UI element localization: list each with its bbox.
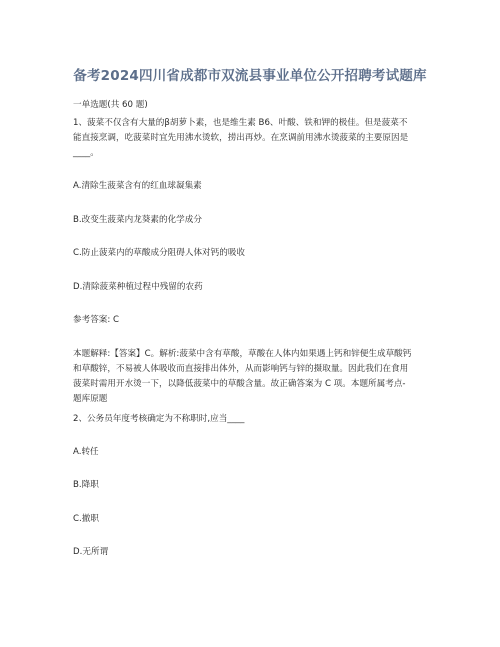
question-1-analysis-line-1: 本题解释:【答案】C。解析:菠菜中含有草酸，草酸在人体内如果遇上钙和锌便生成草酸钙 xyxy=(73,349,412,359)
question-1-answer: 参考答案: C xyxy=(73,315,120,325)
question-1-option-d: D.清除菠菜种植过程中残留的农药 xyxy=(73,282,203,292)
question-1-analysis-line-3: 菠菜时需用开水烫一下，以降低菠菜中的草酸含量。故正确答案为 C 项。本题所属考点- xyxy=(73,379,406,389)
question-1-analysis-line-4: 题库原题 xyxy=(73,394,108,404)
question-2-option-b: B.降职 xyxy=(73,480,99,490)
section-heading: 一单选题(共 60 题) xyxy=(73,100,148,110)
question-1-option-a: A.清除生菠菜含有的红血球凝集素 xyxy=(73,181,202,191)
question-1-stem-line-2: 能直接烹调，吃菠菜时宜先用沸水烫软，捞出再炒。在烹调前用沸水烫菠菜的主要原因是 xyxy=(73,133,409,143)
question-1-option-c: C.防止菠菜内的草酸成分阻碍人体对钙的吸收 xyxy=(73,248,246,258)
question-2-stem-line-1: 2、公务员年度考核确定为不称职时,应当____ xyxy=(73,414,245,424)
question-2-option-c: C.撤职 xyxy=(73,514,99,524)
question-1-option-b: B.改变生菠菜内龙葵素的化学成分 xyxy=(73,215,202,225)
question-2-option-a: A.转任 xyxy=(73,447,99,457)
question-1-stem-line-1: 1、菠菜不仅含有大量的β胡萝卜素，也是维生素 B6、叶酸、铁和钾的极佳。但是菠菜不 xyxy=(73,118,408,128)
question-1-stem-line-3: ____。 xyxy=(73,148,99,158)
page-title: 备考2024四川省成都市双流县事业单位公开招聘考试题库 xyxy=(73,68,427,84)
question-1-analysis-line-2: 和草酸锌，不易被人体吸收而直接排出体外，从而影响钙与锌的摄取量。因此我们在食用 xyxy=(73,364,409,374)
question-2-option-d: D.无所谓 xyxy=(73,547,109,557)
